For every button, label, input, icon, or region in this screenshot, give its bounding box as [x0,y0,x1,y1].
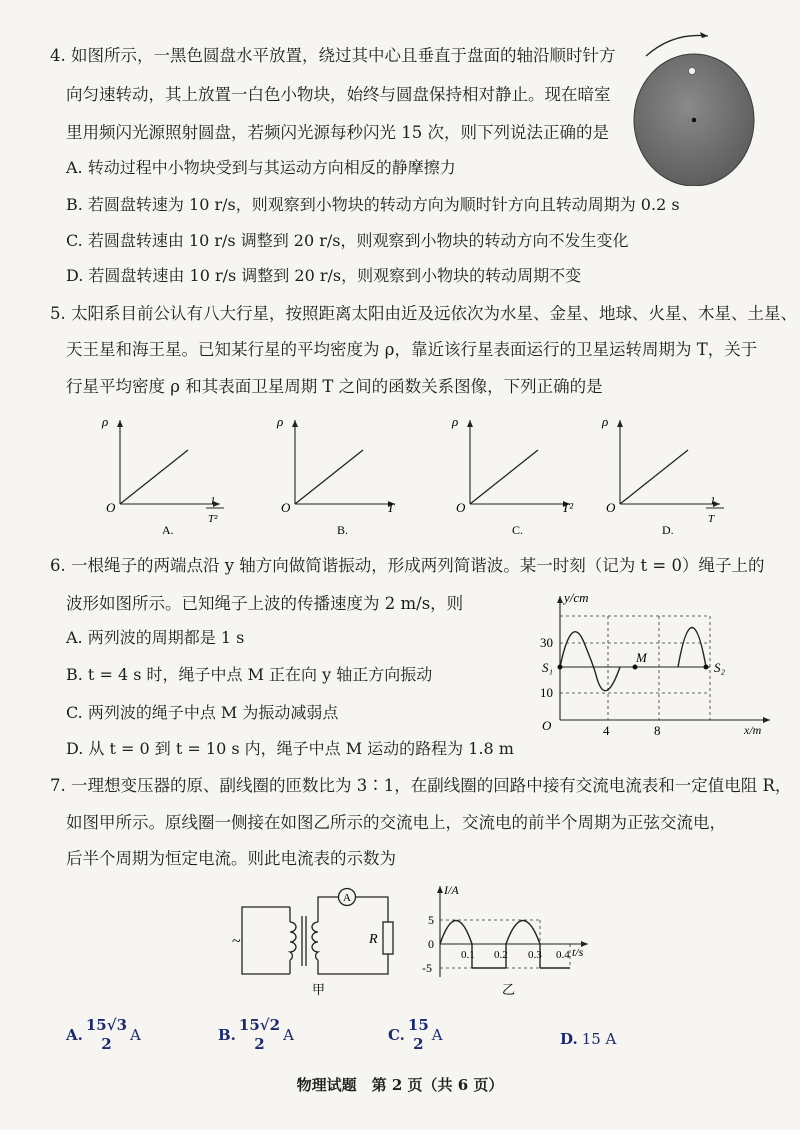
q5-graph-d [600,412,730,537]
q6-xlabel: x/m [744,723,762,735]
q7-xtick-04: 0.4 [556,949,570,961]
q7-xlabel: t/s [572,945,584,959]
q5-graph-xlabel: T [387,500,395,515]
q7-circuit-figure [230,882,410,997]
q6-option-a: A. 两列波的周期都是 1 s [66,628,245,647]
q6-line-2: 波形如图所示。已知绳子上波的传播速度为 2 m/s，则 [66,594,464,613]
q5-graph-xlabel: T² [562,500,574,515]
disk-center [692,118,697,123]
q7-ytick-5: 5 [428,913,434,927]
q7-answer-d: D. 15 A [560,1030,617,1048]
q5-graph-xlabel-num: 1 [710,495,716,507]
rotating-disk-figure [628,26,758,186]
q7-answer-c: C. 15 2 A [388,1016,443,1053]
resistor-label: R [369,932,378,947]
ac-source-symbol: ~ [232,933,241,950]
q6-option-b: B. t = 4 s 时，绳子中点 M 正在向 y 轴正方向振动 [66,665,433,684]
q7-ytick-neg5: -5 [422,961,432,975]
q6-wave-graph [530,590,790,735]
q5-graph-option: A. [162,523,174,537]
q5-graph-option: B. [337,523,349,537]
q5-graph-origin: O [106,500,116,515]
q6-option-d: D. 从 t = 0 到 t = 10 s 内，绳子中点 M 运动的路程为 1.8 m [66,739,514,758]
q7-caption-jia: 甲 [312,982,326,997]
white-block [689,68,696,75]
q6-xtick-8: 8 [654,723,661,735]
q5-graph-ylabel: ρ [602,414,609,429]
q5-graph-origin: O [606,500,616,515]
q5-graph-xlabel-num: 1 [210,495,216,507]
q6-ytick-30: 30 [540,635,553,650]
q7-line-3: 后半个周期为恒定电流。则此电流表的示数为 [66,849,396,868]
q4-line-1: 4. 如图所示，一黑色圆盘水平放置，绕过其中心且垂直于盘面的轴沿顺时针方 [50,46,616,65]
q5-graph-ylabel: ρ [452,414,459,429]
q6-line-1: 6. 一根绳子的两端点沿 y 轴方向做简谐振动，形成两列简谐波。某一时刻（记为 t = 0）绳子上的 [50,556,765,575]
q5-graph-line [295,450,363,504]
q5-graph-c [450,412,580,537]
q5-graph-xlabel-den: T² [208,513,218,525]
q7-ylabel: I/A [444,883,459,897]
page-footer: 物理试题 第 2 页（共 6 页） [296,1076,504,1094]
q7-xtick-01: 0.1 [461,949,475,961]
left-wave [560,632,620,691]
ammeter-label: A [343,892,351,904]
q5-graph-a [100,412,230,537]
q6-xtick-4: 4 [603,723,610,735]
q7-answer-b: B. 15√2 2 A [218,1016,294,1053]
q6-m-label: M [636,650,647,665]
q7-origin: 0 [428,937,434,951]
q5-graph-xlabel-den: T [708,513,715,525]
right-wave [678,628,706,668]
rotation-arrow [646,35,708,56]
q5-line-3: 行星平均密度 ρ 和其表面卫星周期 T 之间的函数关系图像，下列正确的是 [66,377,603,396]
q4-option-b: B. 若圆盘转速为 10 r/s，则观察到小物块的转动方向为顺时针方向且转动周期为 0.2 s [66,195,680,214]
q7-xtick-03: 0.3 [528,949,542,961]
q5-graph-line [120,450,188,504]
q7-line-1: 7. 一理想变压器的原、副线圈的匝数比为 3∶1，在副线圈的回路中接有交流电流表和一定值电阻 R， [50,776,792,795]
q5-graph-origin: O [456,500,466,515]
point-s2 [704,665,709,670]
q6-option-c: C. 两列波的绳子中点 M 为振动减弱点 [66,703,339,722]
q5-graph-option: C. [512,523,524,537]
point-m [633,665,638,670]
q5-graph-ylabel: ρ [277,414,284,429]
q4-option-a: A. 转动过程中小物块受到与其运动方向相反的静摩擦力 [66,158,456,177]
q7-current-graph [420,882,600,997]
q4-line-3: 里用频闪光源照射圆盘，若频闪光源每秒闪光 15 次，则下列说法正确的是 [66,123,609,142]
q5-graph-b [275,412,405,537]
q4-option-c: C. 若圆盘转速由 10 r/s 调整到 20 r/s，则观察到小物块的转动方向不发生变化 [66,231,629,250]
q7-caption-yi: 乙 [502,982,516,997]
point-s1 [558,665,563,670]
q6-s1-label: S₁ [542,660,554,675]
q5-graph-line [470,450,538,504]
q7-answer-a: A. 15√3 2 A [66,1016,141,1053]
q6-s2-label: S₂ [714,660,726,675]
q5-graph-line [620,450,688,504]
q7-xtick-02: 0.2 [494,949,508,961]
q6-origin: O [542,718,552,733]
q7-line-2: 如图甲所示。原线圈一侧接在如图乙所示的交流电上，交流电的前半个周期为正弦交流电， [66,813,726,832]
q4-option-d: D. 若圆盘转速由 10 r/s 调整到 20 r/s，则观察到小物块的转动周期不变 [66,266,582,285]
q5-line-2: 天王星和海王星。已知某行星的平均密度为 ρ，靠近该行星表面运行的卫星运转周期为 T，关于 [66,340,758,359]
q5-line-1: 5. 太阳系目前公认有八大行星，按照距离太阳由近及远依次为水星、金星、地球、火星、木星、土星、 [50,304,797,323]
q5-graph-ylabel: ρ [102,414,109,429]
q5-graph-option: D. [662,523,674,537]
q4-line-2: 向匀速转动，其上放置一白色小物块，始终与圆盘保持相对静止。现在暗室 [66,85,611,104]
q6-ylabel: y/cm [564,590,589,605]
q5-graph-origin: O [281,500,291,515]
q6-ytick-10: 10 [540,685,553,700]
